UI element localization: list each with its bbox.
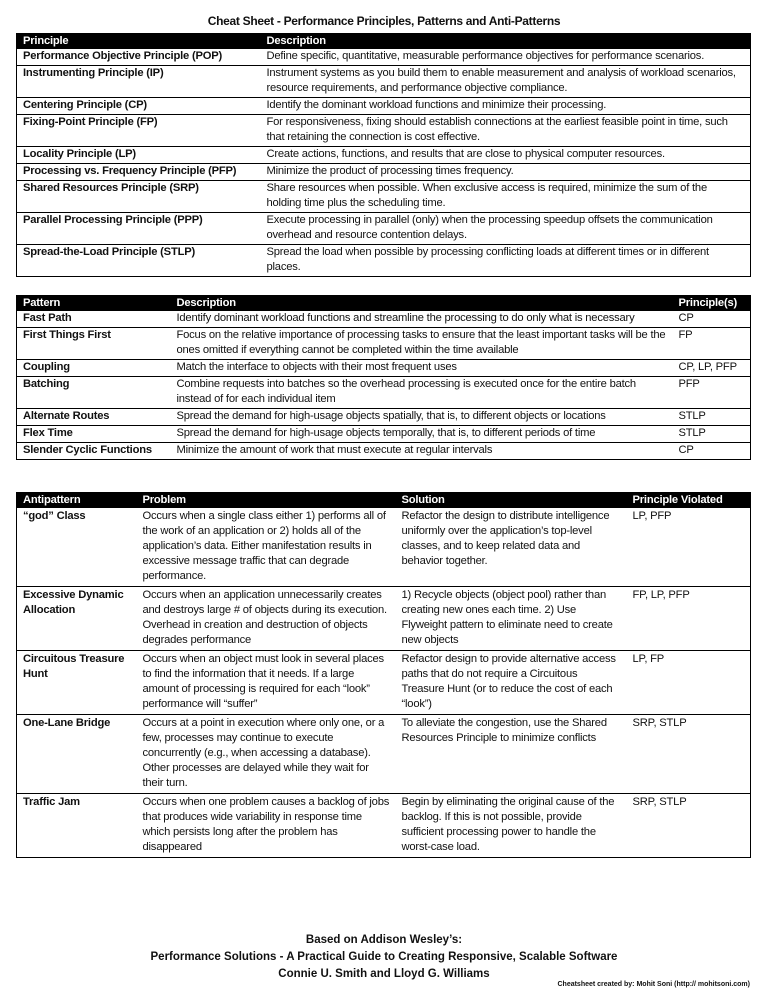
table-row — [17, 328, 751, 360]
antipattern-solution: 1) Recycle objects (object pool) rather than creating new ones each time. 2) Use Flyweight pattern to eliminate need to create new objects — [401, 589, 613, 646]
principle-description: Instrument systems as you build them to enable measurement and analysis of workload scenarios, resource requirements, and performance objective compliance. — [266, 67, 736, 94]
antipattern-name: Excessive Dynamic Allocation — [23, 589, 124, 616]
page-title: Cheat Sheet - Performance Principles, Patterns and Anti-Patterns — [207, 14, 561, 28]
antipattern-name: Circuitous Treasure Hunt — [23, 653, 125, 680]
antipattern-violated: LP, FP — [632, 653, 665, 665]
pattern-principles: CP, LP, PFP — [678, 361, 737, 373]
pattern-principles-header: Principle(s) — [673, 295, 751, 311]
table-row — [17, 587, 751, 651]
antipattern-solution: Refactor the design to distribute intelligence uniformly over the application’s top-level classes, and to keep related data and behavior together. — [401, 510, 610, 567]
antipattern-name: Traffic Jam — [23, 796, 80, 808]
antipattern-problem: Occurs when an object must look in several places to find the information that it needs. If a large amount of processing is required for each “look” performance will “suffer” — [142, 653, 384, 710]
pattern-name: Alternate Routes — [23, 410, 110, 422]
pattern-description: Identify dominant workload functions and streamline the processing to do only what is necessary — [176, 312, 635, 324]
pattern-description: Spread the demand for high-usage objects spatially, that is, to different objects or locations — [176, 410, 606, 422]
principle-name: Spread-the-Load Principle (STLP) — [23, 246, 195, 258]
pattern-description-header: Description — [171, 295, 673, 311]
pattern-principles: CP — [678, 312, 694, 324]
table-row — [17, 213, 751, 245]
table-row — [17, 66, 751, 98]
table-row — [17, 508, 751, 587]
antipattern-violated: LP, PFP — [632, 510, 672, 522]
table-row — [17, 409, 751, 426]
principle-description: For responsiveness, fixing should establish connections at the earliest feasible point in time, such that retaining the connection is cost effective. — [266, 116, 728, 143]
description-header: Description — [261, 33, 751, 49]
table-row — [17, 360, 751, 377]
pattern-description: Focus on the relative importance of processing tasks to ensure that the least important tasks will be the ones omitted if everything cannot be completed within the time available — [176, 329, 666, 356]
table-row — [17, 147, 751, 164]
principle-description: Execute processing in parallel (only) when the processing speedup offsets the communication overhead and resource contention delays. — [266, 214, 713, 241]
antipattern-header: Antipattern — [17, 492, 137, 508]
problem-header: Problem — [137, 492, 396, 508]
principle-name: Shared Resources Principle (SRP) — [23, 182, 199, 194]
antipattern-violated: SRP, STLP — [632, 717, 687, 729]
table-row — [17, 443, 751, 460]
table-row — [17, 181, 751, 213]
pattern-header: Pattern — [17, 295, 171, 311]
table-row — [17, 164, 751, 181]
principle-name: Parallel Processing Principle (PPP) — [23, 214, 203, 226]
principle-description: Identify the dominant workload functions and minimize their processing. — [266, 99, 607, 111]
principle-name: Locality Principle (LP) — [23, 148, 136, 160]
table-row — [17, 311, 751, 328]
principle-name: Centering Principle (CP) — [23, 99, 147, 111]
antipattern-solution: Refactor design to provide alternative access paths that do not require a Circuitous Treasure Hunt (or to reduce the cost of each “look”) — [401, 653, 616, 710]
pattern-principles: STLP — [678, 427, 706, 439]
pattern-description: Spread the demand for high-usage objects temporally, that is, to different periods of time — [176, 427, 596, 439]
table-row — [17, 49, 751, 66]
antipatterns-table — [16, 492, 751, 858]
pattern-principles: CP — [678, 444, 694, 456]
pattern-principles: STLP — [678, 410, 706, 422]
table-row — [17, 98, 751, 115]
violated-header: Principle Violated — [627, 492, 751, 508]
table-row — [17, 426, 751, 443]
principle-header: Principle — [17, 33, 261, 49]
pattern-name: First Things First — [23, 329, 111, 341]
antipattern-violated: SRP, STLP — [632, 796, 687, 808]
antipattern-solution: To alleviate the congestion, use the Shared Resources Principle to minimize conflicts — [401, 717, 607, 744]
pattern-description: Minimize the amount of work that must execute at regular intervals — [176, 444, 493, 456]
pattern-name: Slender Cyclic Functions — [23, 444, 152, 456]
pattern-name: Fast Path — [23, 312, 72, 324]
antipattern-problem: Occurs when a single class either 1) performs all of the work of an application or 2) holds all of the application’s data. Either manifestation results in excessive message traffic that can degrade performance. — [142, 510, 386, 582]
pattern-description: Match the interface to objects with their most frequent uses — [176, 361, 457, 373]
table-row — [17, 794, 751, 858]
pattern-description: Combine requests into batches so the overhead processing is executed once for the entire batch instead of for each individual item — [176, 378, 636, 405]
principle-description: Spread the load when possible by processing conflicting loads at different times or in different places. — [266, 246, 709, 273]
pattern-principles: FP — [678, 329, 693, 341]
principle-name: Fixing-Point Principle (FP) — [23, 116, 158, 128]
patterns-table — [16, 295, 751, 460]
principle-name: Performance Objective Principle (POP) — [23, 50, 223, 62]
antipattern-problem: Occurs when an application unnecessarily creates and destroys large # of objects during its execution. Overhead in creation and destruction of objects degrades performance — [142, 589, 387, 646]
solution-header: Solution — [396, 492, 627, 508]
principle-name: Instrumenting Principle (IP) — [23, 67, 164, 79]
pattern-name: Flex Time — [23, 427, 73, 439]
table-row — [17, 377, 751, 409]
table-row — [17, 245, 751, 277]
footer-source: Based on Addison Wesley’s: — [305, 934, 463, 946]
pattern-name: Coupling — [23, 361, 70, 373]
principle-name: Processing vs. Frequency Principle (PFP) — [23, 165, 237, 177]
principle-description: Share resources when possible. When exclusive access is required, minimize the sum of the holding time plus the scheduling time. — [266, 182, 707, 209]
table-row — [17, 651, 751, 715]
principle-description: Create actions, functions, and results that are close to physical computer resources. — [266, 148, 665, 160]
antipattern-violated: FP, LP, PFP — [632, 589, 690, 601]
footer-authors: Connie U. Smith and Lloyd G. Williams — [278, 968, 490, 980]
table-row — [17, 115, 751, 147]
pattern-principles: PFP — [678, 378, 700, 390]
antipattern-name: “god” Class — [23, 510, 86, 522]
footer-credit: Cheatsheet created by: Mohit Soni (http:// mohitsoni.com) — [557, 981, 750, 988]
pattern-name: Batching — [23, 378, 70, 390]
antipattern-name: One-Lane Bridge — [23, 717, 111, 729]
principle-description: Minimize the product of processing times frequency. — [266, 165, 514, 177]
antipattern-problem: Occurs when one problem causes a backlog of jobs that produces wide variability in response time which persists long after the problem has disappeared — [142, 796, 390, 853]
principle-description: Define specific, quantitative, measurable performance objectives for performance scenarios. — [266, 50, 705, 62]
antipattern-problem: Occurs at a point in execution where only one, or a few, processes may continue to execute concurrently (e.g., when accessing a database). Other processes are delayed while they wait for their turn. — [142, 717, 385, 789]
antipattern-solution: Begin by eliminating the original cause of the backlog. If this is not possible, provide sufficient processing power to handle the worst-case load. — [401, 796, 615, 853]
footer-book-title: Performance Solutions - A Practical Guide to Creating Responsive, Scalable Software — [150, 951, 618, 963]
principles-table — [16, 33, 751, 277]
table-row — [17, 715, 751, 794]
